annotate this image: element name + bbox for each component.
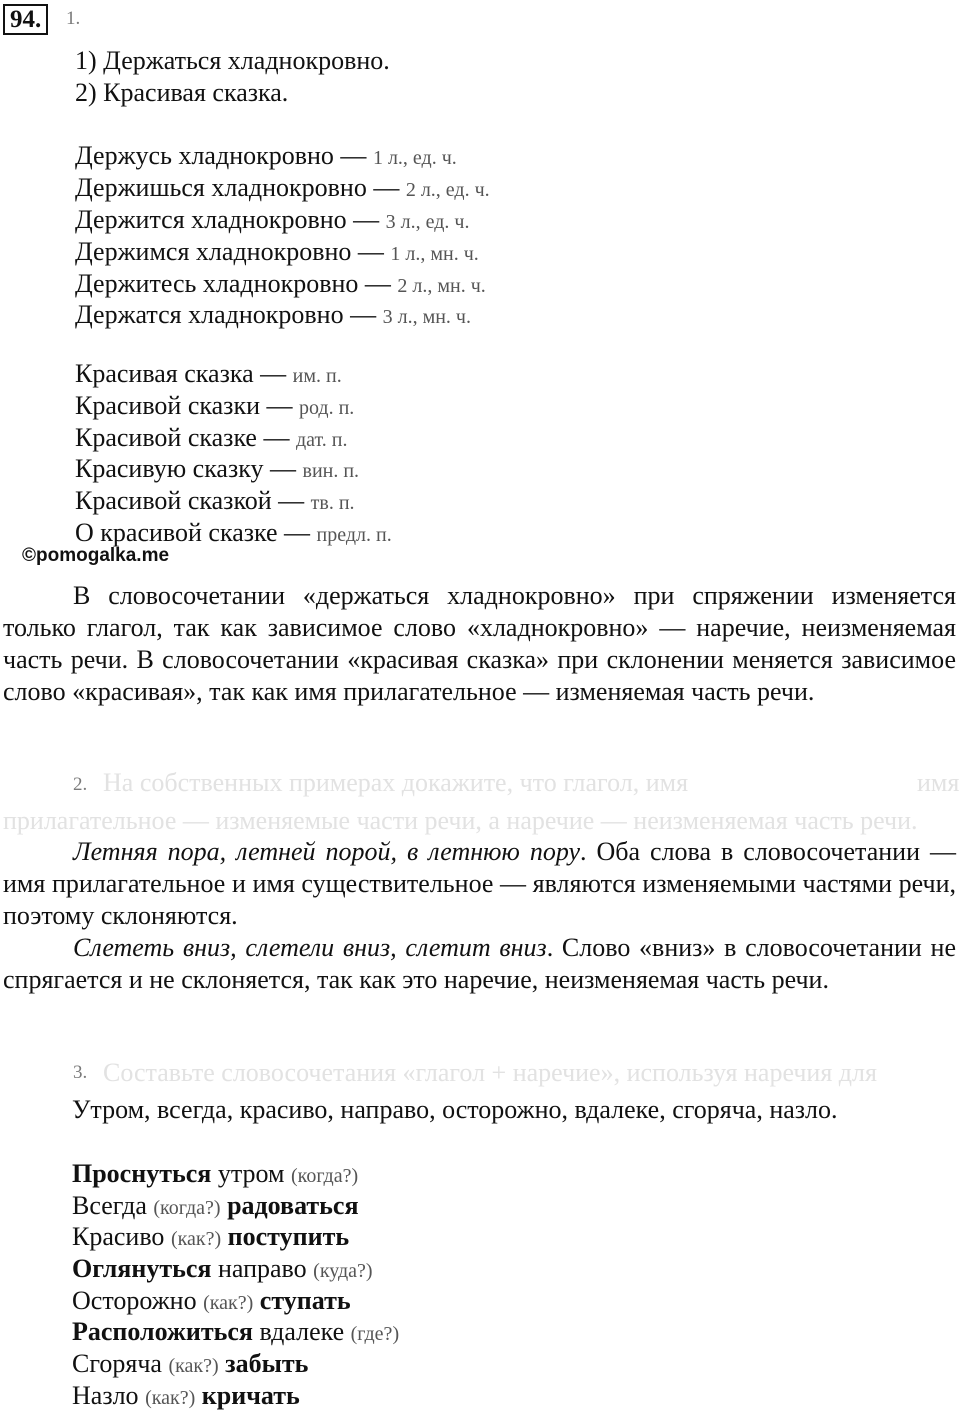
declension-row: Красивая сказка — им. п. — [75, 359, 342, 388]
task2-faded-line1: На собственных примерах докажите, что глагол, имя — [103, 768, 689, 797]
adverb-text: утром — [211, 1159, 291, 1188]
phrase-2: 2) Красивая сказка. — [75, 78, 289, 107]
verb-text: Расположиться — [72, 1317, 253, 1346]
task1-label: 1. — [66, 8, 81, 29]
question-text: (куда?) — [313, 1260, 373, 1282]
combo-line — [72, 1285, 351, 1319]
question-text: (когда?) — [290, 1165, 359, 1187]
adverb-text: Всегда — [72, 1191, 154, 1220]
declension-row: Красивую сказку — вин. п. — [75, 454, 360, 483]
verb-text: Проснуться — [72, 1159, 212, 1188]
task2-example-2: Слететь вниз, слетели вниз, слетит вниз. Слово «вниз» в словосочетании не спрягается и не склоняется, так как это наречие, неизменяемая часть речи. — [3, 933, 957, 994]
verb-text: поступить — [221, 1222, 350, 1251]
adverb-text: Красиво — [72, 1222, 171, 1251]
declension-row: Красивой сказке — дат. п. — [75, 423, 348, 452]
combo-line — [72, 1380, 300, 1414]
conjugation-row: Держусь хладнокровно — 1 л., ед. ч. — [75, 141, 457, 170]
combo-line — [72, 1221, 349, 1255]
conjugation-row: Держимся хладнокровно — 1 л., мн. ч. — [75, 237, 479, 266]
conjugation-row: Держится хладнокровно — 3 л., ед. ч. — [75, 205, 470, 234]
declension-row: Красивой сказки — род. п. — [75, 391, 355, 420]
verb-text: ступать — [253, 1286, 351, 1315]
watermark: ©pomogalka.me — [22, 545, 170, 566]
question-text: (где?) — [350, 1323, 400, 1345]
combo-line — [72, 1158, 358, 1192]
adverb-list: Утром, всегда, красиво, направо, осторожно, вдалеке, сгоряча, назло. — [72, 1095, 838, 1124]
adverb-text: вдалеке — [252, 1317, 351, 1346]
task2-example-1: Летняя пора, летней порой, в летнюю пору. Оба слова в словосочетании — имя прилагательное и имя существительное — являются изменяемыми частями речи, поэтому склоняются. — [3, 837, 956, 930]
task2-label: 2. — [73, 774, 88, 795]
adverb-text: Осторожно — [72, 1286, 204, 1315]
question-text: (когда?) — [153, 1197, 221, 1219]
task2-faded-line2: прилагательное — изменяемые части речи, а наречие — неизменяемая часть речи. — [3, 806, 918, 835]
adverb-text: направо — [211, 1254, 314, 1283]
verb-text: забыть — [218, 1349, 309, 1378]
combo-line — [72, 1316, 399, 1350]
question-text: (как?) — [203, 1292, 254, 1314]
conjugation-row: Держитесь хладнокровно — 2 л., мн. ч. — [75, 269, 486, 298]
declension-row: О красивой сказке — предл. п. — [75, 518, 392, 547]
question-text: (как?) — [170, 1228, 222, 1250]
task3-label: 3. — [73, 1062, 88, 1083]
exercise-number-badge: 94. — [3, 4, 48, 35]
phrase-1: 1) Держаться хладнокровно. — [75, 46, 390, 75]
verb-text: Оглянуться — [72, 1254, 212, 1283]
task2-faded-line1-end: имя — [917, 768, 960, 797]
task1-explanation: В словосочетании «держаться хладнокровно» при спряжении изменяется только глагол, так как зависимое слово «хладнокровно» — наречие, неизменяемая часть речи. В словосочетании «красивая сказка» при склонении меняется зависимое слово «красивая», так как имя прилагательное — изменяемая часть речи. — [3, 581, 956, 706]
conjugation-row: Держатся хладнокровно — 3 л., мн. ч. — [75, 300, 471, 329]
adverb-text: Назло — [72, 1381, 146, 1410]
declension-row: Красивой сказкой — тв. п. — [75, 486, 355, 515]
question-text: (как?) — [168, 1355, 219, 1377]
question-text: (как?) — [145, 1387, 196, 1409]
conjugation-row: Держишься хладнокровно — 2 л., ед. ч. — [75, 173, 490, 202]
verb-text: радоваться — [220, 1191, 359, 1220]
combo-line — [72, 1253, 373, 1287]
combo-line — [72, 1348, 308, 1382]
adverb-text: Сгоряча — [72, 1349, 169, 1378]
combo-line — [72, 1190, 359, 1224]
task3-faded-line: Составьте словосочетания «глагол + наречие», используя наречия для — [103, 1058, 877, 1087]
verb-text: кричать — [195, 1381, 300, 1410]
